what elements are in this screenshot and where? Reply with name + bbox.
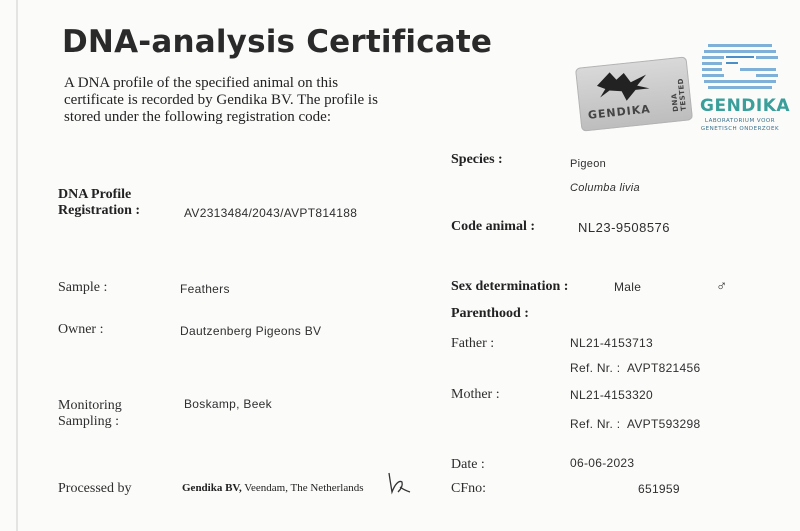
processed-value [182, 482, 364, 494]
logo-subtitle-2: GENETISCH ONDERZOEK [700, 126, 780, 132]
monitoring-label-1: Monitoring [58, 398, 122, 413]
owner-label: Owner : [58, 322, 104, 337]
logo-subtitle-1: LABORATORIUM VOOR [704, 118, 776, 124]
owner-value: Dautzenberg Pigeons BV [180, 324, 322, 338]
page-edge [16, 0, 18, 531]
mother-ref-value: Ref. Nr. : AVPT593298 [570, 417, 701, 431]
species-label: Species : [451, 152, 503, 167]
sample-label: Sample : [58, 280, 108, 295]
handwritten-initial-mark [386, 470, 412, 496]
code-animal-value: NL23-9508576 [578, 220, 671, 235]
father-ring-value: NL21-4153713 [570, 336, 654, 350]
parenthood-label: Parenthood : [451, 306, 529, 321]
sex-value: Male [614, 280, 642, 294]
gendika-logo-icon [700, 38, 780, 96]
monitoring-label-2: Sampling : [58, 414, 120, 429]
stamp-word: GENDIKA [587, 102, 652, 122]
date-label: Date : [451, 457, 485, 472]
species-common-value: Pigeon [570, 158, 607, 170]
registration-value: AV2313484/2043/AVPT814188 [184, 206, 358, 220]
male-symbol-icon: ♂ [716, 278, 728, 295]
father-ref-value: Ref. Nr. : AVPT821456 [570, 361, 701, 375]
registration-label-2: Registration : [58, 203, 141, 218]
sex-determination-label: Sex determination : [451, 279, 569, 294]
date-value: 06-06-2023 [570, 456, 635, 470]
registration-label-1: DNA Profile [58, 187, 132, 202]
cfno-label: CFno: [451, 481, 487, 496]
monitoring-value: Boskamp, Beek [184, 397, 272, 411]
sample-value: Feathers [180, 282, 230, 296]
certificate-intro: A DNA profile of the specified animal on this certificate is recorded by Gendika BV. The profile is stored under the following registration code: [64, 75, 378, 125]
code-animal-label: Code animal : [451, 219, 535, 234]
processed-company: Gendika BV, [182, 482, 242, 494]
cfno-value: 651959 [638, 482, 680, 496]
logo-name: GENDIKA [700, 96, 791, 116]
pigeon-icon [593, 66, 652, 106]
species-latin-value: Columba livia [570, 182, 640, 194]
processed-location: Veendam, The Netherlands [244, 482, 364, 494]
dna-tested-stamp [575, 56, 693, 131]
certificate-title: DNA-analysis Certificate [62, 24, 493, 60]
mother-label: Mother : [451, 387, 500, 402]
mother-ring-value: NL21-4153320 [570, 388, 654, 402]
stamp-side-text: DNA TESTED [670, 77, 689, 113]
father-label: Father : [451, 336, 495, 351]
processed-label: Processed by [58, 481, 132, 496]
